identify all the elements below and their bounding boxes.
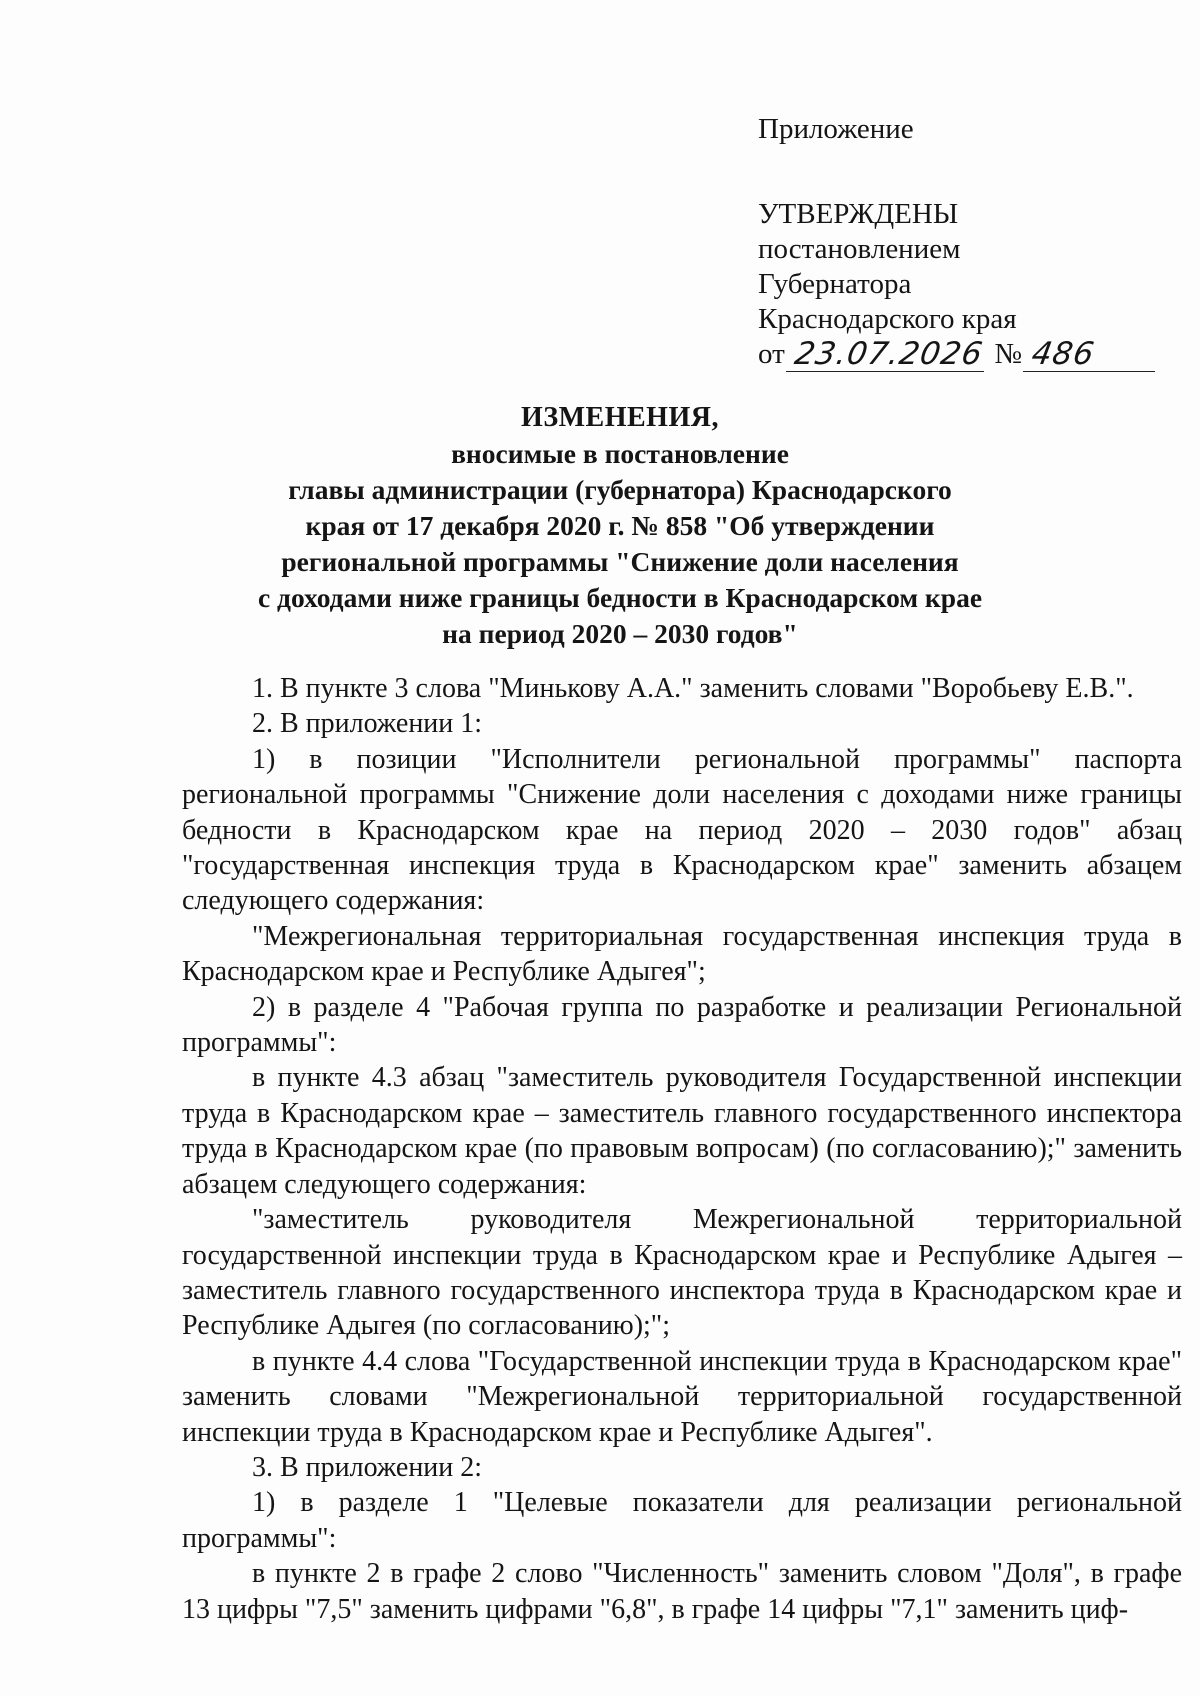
appendix-label: Приложение	[758, 113, 914, 145]
paragraph: 2. В приложении 1:	[252, 708, 483, 740]
paragraph: в пункте 4.4 слова "Государственной инспекции труда в Краснодарском крае" заменить словами "Межрегиональной территориальной государственной инспекции труда в Краснодарском крае и Республике Адыгея".	[182, 1345, 1182, 1448]
paragraph: 1) в позиции "Исполнители региональной программы" паспорта региональной программы "Снижение доли населения с доходами ниже границы бедности в Краснодарском крае на период 2020 – 2030 годов" абзац "государственная инспекция труда в Краснодарском крае" заменить абзацем следующего содержания:	[182, 743, 1182, 917]
document-body	[182, 671, 1182, 1627]
paragraph: "заместитель руководителя Межрегиональной территориальной государственной инспекции труда в Краснодарском крае и Республике Адыгея – заместитель главного государственного инспектора труда в Краснодарском крае и Республике Адыгея (по согласованию);";	[182, 1204, 1182, 1342]
paragraph: в пункте 2 в графе 2 слово "Численность" заменить словом "Доля", в графе 13 цифры "7,5" заменить цифрами "6,8", в графе 14 цифры "7,1" заменить циф-	[182, 1558, 1182, 1625]
approval-block	[758, 112, 1158, 372]
title-line: вносимые в постановление	[451, 438, 789, 469]
handwritten-date: 23.07.2026	[786, 337, 990, 372]
date-number-row	[758, 337, 1158, 372]
paragraph: 2) в разделе 4 "Рабочая группа по разработке и реализации Региональной программы":	[182, 991, 1182, 1059]
number-sign: №	[994, 338, 1022, 370]
approved-by-line-3: Краснодарского края	[758, 303, 1017, 335]
paragraph: в пункте 4.3 абзац "заместитель руководителя Государственной инспекции труда в Краснодарском крае – заместитель главного государственного инспектора труда в Краснодарском крае (по правовым вопросам) (по согласованию);" заменить абзацем следующего содержания:	[182, 1062, 1182, 1200]
paragraph: 1) в разделе 1 "Целевые показатели для реализации региональной программы":	[182, 1487, 1182, 1554]
paragraph: "Межрегиональная территориальная государственная инспекция труда в Краснодарском крае и Республике Адыгея";	[182, 920, 1182, 988]
document-title	[180, 400, 1060, 652]
approved-label: УТВЕРЖДЕНЫ	[758, 198, 959, 230]
title-line: региональной программы "Снижение доли населения	[281, 546, 959, 577]
approved-by-line-2: Губернатора	[758, 268, 912, 300]
handwritten-number: 486	[1023, 337, 1161, 372]
title-line: главы администрации (губернатора) Краснодарского	[288, 474, 952, 505]
title-line: края от 17 декабря 2020 г. № 858 "Об утверждении	[305, 510, 935, 541]
from-label: от	[758, 338, 785, 370]
title-line: на период 2020 – 2030 годов"	[442, 618, 798, 649]
title-main: ИЗМЕНЕНИЯ,	[521, 402, 719, 433]
approved-by-line-1: постановлением	[758, 233, 961, 265]
paragraph: 3. В приложении 2:	[252, 1451, 483, 1483]
paragraph: 1. В пункте 3 слова "Минькову А.А." заменить словами "Воробьеву Е.В.".	[252, 673, 1134, 704]
title-line: с доходами ниже границы бедности в Краснодарском крае	[257, 582, 983, 613]
